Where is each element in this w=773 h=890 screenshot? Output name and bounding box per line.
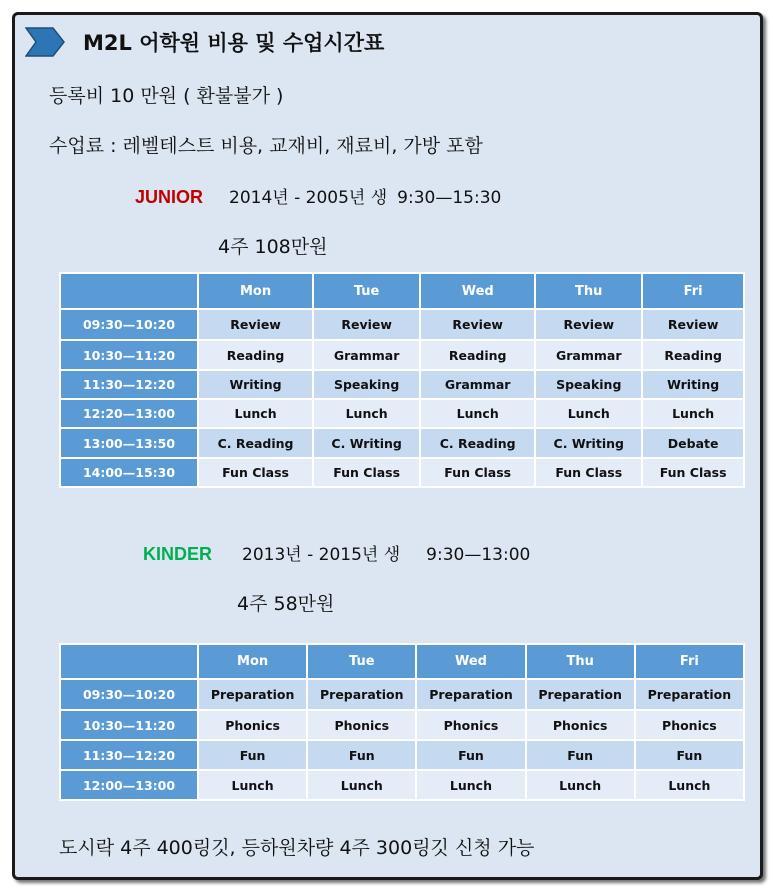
table-row — [60, 710, 744, 740]
day-header: Wed — [420, 273, 535, 309]
table-row — [60, 679, 744, 710]
junior-hours: 9:30—15:30 — [397, 188, 502, 208]
junior-price: 4주 108만원 — [218, 236, 328, 258]
title-row — [25, 25, 384, 59]
class-cell: Phonics — [635, 710, 744, 740]
table-header-row — [60, 644, 744, 679]
day-header: Thu — [526, 644, 635, 679]
table-row — [60, 399, 744, 428]
corner-cell — [60, 644, 198, 679]
time-cell: 11:30—12:20 — [60, 740, 198, 770]
kinder-price: 4주 58만원 — [237, 593, 335, 615]
corner-cell — [60, 273, 198, 309]
time-cell: 12:20—13:00 — [60, 399, 198, 428]
table-row — [60, 340, 744, 370]
class-cell: C. Reading — [420, 428, 535, 458]
time-cell: 10:30—11:20 — [60, 340, 198, 370]
class-cell: Preparation — [416, 679, 525, 710]
day-header: Mon — [198, 644, 307, 679]
class-cell: Preparation — [307, 679, 416, 710]
class-cell: Speaking — [313, 370, 420, 399]
class-cell: Writing — [198, 370, 313, 399]
class-cell: Fun Class — [313, 458, 420, 487]
class-cell: Fun Class — [642, 458, 744, 487]
class-cell: Fun — [416, 740, 525, 770]
table-row — [60, 309, 744, 340]
class-cell: Fun Class — [198, 458, 313, 487]
class-cell: Reading — [420, 340, 535, 370]
class-cell: Fun — [526, 740, 635, 770]
class-cell: Fun — [635, 740, 744, 770]
time-cell: 12:00—13:00 — [60, 770, 198, 800]
class-cell: Writing — [642, 370, 744, 399]
class-cell: Review — [535, 309, 642, 340]
class-cell: C. Writing — [535, 428, 642, 458]
class-cell: Reading — [642, 340, 744, 370]
class-cell: Lunch — [307, 770, 416, 800]
day-header: Tue — [307, 644, 416, 679]
class-cell: Lunch — [198, 770, 307, 800]
class-cell: C. Writing — [313, 428, 420, 458]
table-row — [60, 370, 744, 399]
class-cell: Lunch — [635, 770, 744, 800]
class-cell: Speaking — [535, 370, 642, 399]
time-cell: 09:30—10:20 — [60, 679, 198, 710]
class-cell: Review — [313, 309, 420, 340]
time-cell: 14:00—15:30 — [60, 458, 198, 487]
time-cell: 13:00—13:50 — [60, 428, 198, 458]
time-cell: 10:30—11:20 — [60, 710, 198, 740]
class-cell: Fun Class — [535, 458, 642, 487]
class-cell: C. Reading — [198, 428, 313, 458]
footer-note: 도시락 4주 400링깃, 등하원차량 4주 300링깃 신청 가능 — [59, 837, 535, 859]
class-cell: Lunch — [526, 770, 635, 800]
time-cell: 09:30—10:20 — [60, 309, 198, 340]
class-cell: Review — [198, 309, 313, 340]
class-cell: Grammar — [535, 340, 642, 370]
table-row — [60, 740, 744, 770]
table-row — [60, 770, 744, 800]
class-cell: Fun Class — [420, 458, 535, 487]
time-cell: 11:30—12:20 — [60, 370, 198, 399]
page-title: M2L 어학원 비용 및 수업시간표 — [83, 31, 385, 55]
kinder-header — [143, 540, 530, 565]
class-cell: Review — [420, 309, 535, 340]
day-header: Fri — [642, 273, 744, 309]
chevron-right-icon — [25, 27, 65, 57]
table-row — [60, 458, 744, 487]
class-cell: Grammar — [313, 340, 420, 370]
class-cell: Phonics — [416, 710, 525, 740]
kinder-hours: 9:30—13:00 — [426, 545, 531, 565]
class-cell: Preparation — [198, 679, 307, 710]
class-cell: Phonics — [198, 710, 307, 740]
class-cell: Lunch — [535, 399, 642, 428]
document-frame — [12, 12, 763, 880]
class-cell: Grammar — [420, 370, 535, 399]
junior-timetable — [59, 272, 745, 488]
day-header: Thu — [535, 273, 642, 309]
day-header: Tue — [313, 273, 420, 309]
class-cell: Reading — [198, 340, 313, 370]
junior-label: JUNIOR — [135, 187, 204, 207]
class-cell: Review — [642, 309, 744, 340]
class-cell: Preparation — [526, 679, 635, 710]
kinder-timetable — [59, 643, 745, 801]
class-cell: Fun — [307, 740, 416, 770]
class-cell: Lunch — [420, 399, 535, 428]
table-header-row — [60, 273, 744, 309]
kinder-label: KINDER — [143, 544, 213, 564]
class-cell: Fun — [198, 740, 307, 770]
tuition-includes: 수업료 : 레벨테스트 비용, 교재비, 재료비, 가방 포함 — [49, 135, 483, 157]
class-cell: Lunch — [198, 399, 313, 428]
class-cell: Lunch — [313, 399, 420, 428]
class-cell: Lunch — [642, 399, 744, 428]
class-cell: Preparation — [635, 679, 744, 710]
class-cell: Phonics — [307, 710, 416, 740]
class-cell: Phonics — [526, 710, 635, 740]
day-header: Mon — [198, 273, 313, 309]
kinder-birth-years: 2013년 - 2015년 생 — [242, 545, 401, 565]
table-row — [60, 428, 744, 458]
junior-header — [135, 183, 501, 208]
class-cell: Debate — [642, 428, 744, 458]
day-header: Fri — [635, 644, 744, 679]
junior-birth-years: 2014년 - 2005년 생 — [229, 188, 388, 208]
day-header: Wed — [416, 644, 525, 679]
registration-fee: 등록비 10 만원 ( 환불불가 ) — [49, 85, 284, 107]
class-cell: Lunch — [416, 770, 525, 800]
